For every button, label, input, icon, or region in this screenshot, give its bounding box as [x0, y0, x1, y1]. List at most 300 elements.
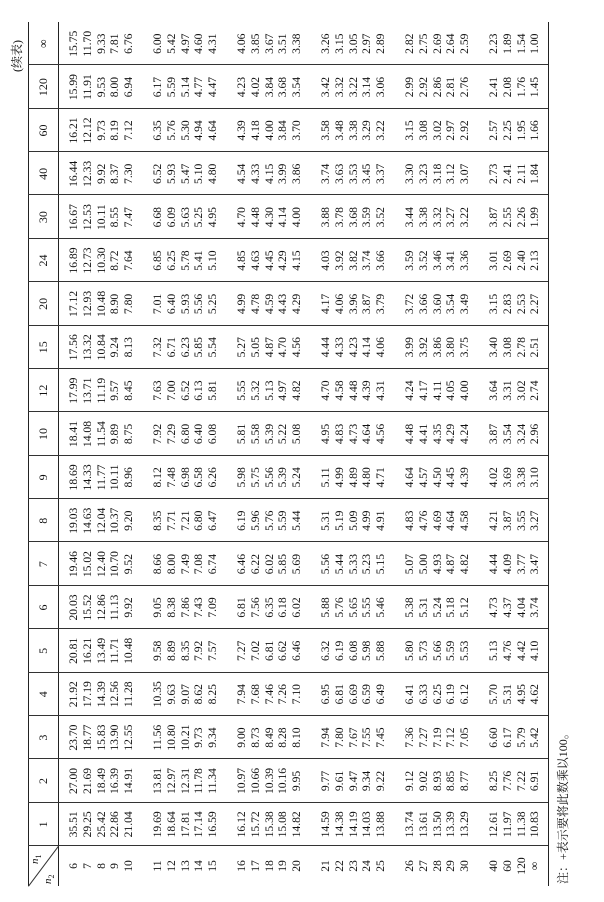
row-label: 60	[500, 860, 514, 872]
table-cell: 4.95	[319, 423, 332, 445]
row-label: 18	[262, 860, 276, 872]
table-cell: 27.00	[67, 767, 80, 795]
table-cell: 12.40	[94, 551, 108, 578]
table-cell: 3.52	[416, 250, 430, 271]
table-cell: 4.23	[235, 76, 248, 98]
table-cell: 3.10	[528, 467, 542, 488]
table-cell: 7.92	[151, 423, 164, 445]
table-cell: 3.59	[403, 250, 416, 271]
table-cell: 2.23	[487, 33, 500, 54]
table-cell: 6.52	[151, 163, 164, 184]
table-cell: 3.05	[346, 33, 360, 54]
row-label: 20	[290, 860, 304, 872]
table-cell: 14.82	[290, 811, 304, 838]
table-cell: 3.36	[458, 250, 472, 271]
table-cell: 3.84	[262, 76, 276, 98]
table-cell: 11.56	[151, 724, 164, 751]
value-cell-stack	[67, 282, 136, 325]
row-label: 12	[164, 860, 178, 872]
value-cell-stack	[151, 673, 220, 716]
table-cell: 3.41	[444, 250, 458, 271]
table-cell: 5.05	[248, 337, 262, 358]
column-header: 120	[36, 78, 50, 97]
table-cell: 6.98	[178, 467, 192, 488]
table-cell: 4.30	[262, 207, 276, 228]
value-cell-stack	[67, 759, 136, 802]
table-cell: 4.80	[206, 163, 220, 184]
table-cell: 12.56	[108, 681, 122, 708]
table-cell: 6.46	[290, 640, 304, 661]
value-cell-stack	[487, 195, 542, 238]
table-cell: 3.12	[444, 163, 458, 184]
table-cell: 4.44	[319, 337, 332, 358]
value-cell-stack	[319, 369, 388, 412]
table-cell: 3.67	[262, 33, 276, 54]
table-cell: 5.10	[206, 250, 220, 271]
table-cell: 7.64	[122, 250, 136, 271]
table-cell: 3.87	[487, 207, 500, 228]
table-cell: 17.56	[67, 334, 80, 361]
table-cell: 15.52	[80, 594, 94, 621]
table-cell: 5.46	[374, 597, 388, 618]
table-cell: 18.41	[67, 420, 80, 448]
table-cell: 9.12	[403, 770, 416, 792]
table-cell: 16.21	[67, 117, 80, 144]
row-label: 17	[248, 860, 262, 872]
table-cell: 3.77	[514, 553, 528, 575]
row-label: 10	[122, 860, 136, 872]
table-cell: 5.56	[262, 467, 276, 488]
table-cell: 15.75	[67, 30, 80, 57]
table-cell: 8.10	[290, 727, 304, 748]
table-cell: 5.78	[178, 250, 192, 271]
value-cell-stack	[151, 803, 220, 846]
value-cell-stack	[403, 195, 472, 238]
table-cell: 17.14	[192, 811, 206, 838]
table-cell: 6.08	[206, 423, 220, 445]
table-cell: 6.94	[122, 76, 136, 98]
row-label: 7	[80, 863, 94, 869]
table-cell: 5.65	[346, 597, 360, 618]
table-cell: 2.69	[500, 250, 514, 271]
value-cell-stack	[403, 759, 472, 802]
value-cell-stack	[151, 109, 220, 152]
table-cell: 2.25	[500, 120, 514, 141]
table-cell: 2.83	[500, 293, 514, 315]
row-label: 9	[108, 863, 122, 869]
table-cell: 4.63	[248, 250, 262, 271]
table-cell: 3.24	[514, 423, 528, 445]
table-cell: 6.23	[178, 337, 192, 358]
table-cell: 6.41	[403, 684, 416, 705]
table-cell: 4.64	[360, 423, 374, 445]
table-cell: 6.95	[319, 684, 332, 705]
value-cell-stack	[235, 239, 304, 282]
table-cell: 4.93	[430, 553, 444, 575]
table-cell: 5.79	[514, 727, 528, 748]
table-cell: 5.39	[276, 467, 290, 488]
table-cell: 4.87	[262, 337, 276, 358]
table-cell: 4.09	[500, 553, 514, 575]
table-cell: 5.07	[403, 553, 416, 575]
table-cell: 6.33	[416, 684, 430, 705]
table-cell: 3.15	[487, 293, 500, 315]
table-cell: 4.15	[262, 163, 276, 184]
table-cell: 21.69	[80, 767, 94, 795]
table-cell: 6.19	[332, 640, 346, 661]
row-label: 14	[192, 860, 206, 872]
table-cell: 3.85	[248, 33, 262, 54]
table-cell: 6.09	[164, 207, 178, 228]
table-cell: 4.56	[374, 423, 388, 445]
table-cell: 3.52	[374, 207, 388, 228]
table-cell: 5.58	[248, 423, 262, 445]
table-cell: 4.78	[248, 293, 262, 315]
value-cell-stack	[235, 326, 304, 369]
table-cell: 5.54	[206, 337, 220, 358]
value-cell-stack	[67, 152, 136, 195]
table-cell: 3.51	[276, 33, 290, 54]
table-cell: 15.38	[262, 811, 276, 838]
table-cell: 23.70	[67, 724, 80, 751]
table-cell: 10.97	[235, 767, 248, 795]
value-cell-stack	[235, 456, 304, 499]
value-cell-stack	[319, 239, 388, 282]
table-cell: 19.46	[67, 551, 80, 578]
table-cell: 7.57	[206, 640, 220, 661]
table-cell: 3.86	[430, 337, 444, 358]
table-cell: 6.35	[151, 120, 164, 141]
value-cell-stack	[487, 586, 542, 629]
table-cell: 4.17	[319, 293, 332, 315]
table-cell: 3.99	[403, 337, 416, 358]
table-cell: 14.63	[80, 507, 94, 534]
column-header: 24	[36, 254, 50, 267]
row-label: 27	[416, 860, 430, 872]
table-cell: 5.47	[178, 163, 192, 184]
table-cell: 4.95	[206, 207, 220, 228]
table-cell: 6.19	[235, 510, 248, 531]
table-footnote: 注：+表示要将此数乘以100。	[556, 727, 571, 884]
table-cell: 5.69	[290, 553, 304, 575]
table-cell: 5.11	[319, 467, 332, 488]
continued-label: (续表)	[10, 40, 24, 72]
value-cell-stack	[487, 282, 542, 325]
table-cell: 1.76	[514, 76, 528, 98]
table-cell: 3.87	[487, 423, 500, 445]
table-cell: 7.43	[192, 597, 206, 618]
table-cell: 16.12	[235, 811, 248, 838]
table-cell: 3.26	[319, 33, 332, 54]
table-cell: 12.61	[487, 811, 500, 838]
table-cell: 4.71	[374, 467, 388, 488]
table-cell: 16.44	[67, 160, 80, 187]
table-cell: 4.18	[248, 120, 262, 141]
table-cell: 2.11	[514, 163, 528, 184]
row-label-group	[151, 846, 220, 886]
table-cell: 9.22	[374, 770, 388, 792]
table-cell: 3.92	[332, 250, 346, 271]
table-cell: 3.15	[332, 33, 346, 54]
table-cell: 6.25	[430, 684, 444, 705]
table-cell: 4.80	[360, 467, 374, 488]
value-cell-stack	[403, 239, 472, 282]
table-cell: 10.48	[94, 290, 108, 317]
table-cell: 2.92	[416, 76, 430, 98]
value-cell-stack	[67, 803, 136, 846]
table-cell: 5.10	[192, 163, 206, 184]
value-cell-stack	[151, 412, 220, 455]
table-cell: 7.19	[430, 727, 444, 748]
table-cell: 11.34	[206, 768, 220, 794]
table-cell: 10.30	[94, 247, 108, 274]
table-cell: 3.55	[514, 510, 528, 531]
value-cell-stack	[67, 629, 136, 672]
column-header: 20	[36, 297, 50, 310]
table-cell: 7.12	[444, 727, 458, 748]
table-cell: 21.92	[67, 681, 80, 708]
table-cell: 7.27	[416, 727, 430, 748]
row-label: 25	[374, 860, 388, 872]
table-cell: 13.71	[80, 377, 94, 404]
value-cell-stack	[67, 542, 136, 585]
table-cell: 15.83	[94, 724, 108, 751]
value-cell-stack	[319, 716, 388, 759]
table-cell: 4.95	[514, 684, 528, 705]
table-cell: 8.93	[430, 770, 444, 792]
table-cell: 1.89	[500, 33, 514, 54]
table-cell: 8.19	[108, 120, 122, 141]
table-cell: 3.15	[403, 120, 416, 141]
table-cell: 5.75	[248, 467, 262, 488]
table-cell: 5.33	[346, 553, 360, 575]
table-cell: 16.67	[67, 204, 80, 231]
table-cell: 15.99	[67, 74, 80, 101]
table-cell: 4.31	[374, 380, 388, 401]
value-cell-stack	[151, 716, 220, 759]
table-cell: 17.12	[67, 290, 80, 317]
table-cell: 3.01	[487, 250, 500, 271]
table-cell: 8.00	[164, 553, 178, 575]
table-cell: 10.11	[94, 204, 108, 230]
table-cell: 11.28	[122, 681, 136, 708]
table-cell: 19.03	[67, 507, 80, 534]
table-cell: 3.87	[500, 510, 514, 531]
table-cell: 3.48	[332, 120, 346, 141]
value-cell-stack	[319, 673, 388, 716]
table-cell: 3.07	[458, 163, 472, 184]
table-cell: 3.99	[276, 163, 290, 184]
row-label-group	[403, 846, 472, 886]
value-cell-stack	[67, 716, 136, 759]
value-cell-stack	[151, 586, 220, 629]
column-header: 15	[36, 341, 50, 354]
value-cell-stack	[403, 542, 472, 585]
table-cell: 6.47	[206, 510, 220, 531]
value-cell-stack	[67, 326, 136, 369]
table-cell: 4.29	[444, 423, 458, 445]
table-cell: 4.35	[430, 423, 444, 445]
table-cell: 3.53	[346, 163, 360, 184]
table-cell: 4.77	[192, 76, 206, 98]
table-cell: 13.74	[403, 811, 416, 838]
table-cell: 6.62	[276, 640, 290, 661]
table-cell: 10.66	[248, 767, 262, 795]
value-cell-stack	[487, 456, 542, 499]
table-cell: 4.85	[235, 250, 248, 271]
value-cell-stack	[151, 759, 220, 802]
table-cell: 6.46	[235, 553, 248, 575]
table-cell: 13.81	[151, 767, 164, 795]
value-cell-stack	[403, 152, 472, 195]
table-cell: 2.59	[458, 33, 472, 54]
value-cell-stack	[235, 759, 304, 802]
table-cell: 4.45	[262, 250, 276, 271]
table-cell: 4.54	[235, 163, 248, 184]
table-cell: 9.57	[108, 380, 122, 401]
table-cell: 5.76	[332, 597, 346, 618]
table-cell: 13.39	[444, 811, 458, 838]
table-cell: 2.08	[500, 76, 514, 98]
table-cell: 3.66	[374, 250, 388, 271]
table-cell: 6.81	[262, 640, 276, 661]
table-cell: 3.18	[430, 163, 444, 184]
table-cell: 4.37	[500, 597, 514, 618]
table-cell: 4.50	[430, 467, 444, 488]
table-cell: 6.85	[151, 250, 164, 271]
table-cell: 5.22	[276, 423, 290, 445]
value-cell-stack	[487, 152, 542, 195]
column-header: 30	[36, 211, 50, 224]
row-label: 26	[403, 860, 416, 872]
table-cell: 13.32	[80, 334, 94, 361]
table-cell: 7.12	[122, 120, 136, 141]
table-cell: 8.13	[122, 337, 136, 358]
table-cell: 3.02	[430, 120, 444, 141]
table-cell: 1.45	[528, 76, 542, 98]
value-cell-stack	[235, 282, 304, 325]
table-cell: 13.88	[374, 811, 388, 838]
table-cell: 3.87	[360, 293, 374, 315]
table-cell: 12.04	[94, 507, 108, 534]
table-cell: 4.24	[403, 380, 416, 401]
column-header: 40	[36, 167, 50, 180]
table-cell: 12.33	[80, 160, 94, 187]
value-cell-stack	[403, 629, 472, 672]
table-cell: 10.16	[276, 767, 290, 795]
table-cell: 5.12	[458, 597, 472, 618]
value-cell-stack	[487, 499, 542, 542]
table-cell: 1.95	[514, 120, 528, 141]
table-cell: 7.94	[235, 684, 248, 705]
value-cell-stack	[403, 282, 472, 325]
table-cell: 2.73	[487, 163, 500, 184]
column-header: 10	[36, 428, 50, 441]
table-cell: 11.71	[108, 638, 122, 664]
value-cell-stack	[151, 65, 220, 108]
table-cell: 11.19	[94, 377, 108, 404]
table-cell: 4.04	[514, 597, 528, 618]
table-cell: 7.92	[192, 640, 206, 661]
table-cell: 4.33	[332, 337, 346, 358]
row-label: 29	[444, 860, 458, 872]
table-cell: 2.53	[514, 293, 528, 315]
table-cell: 3.49	[458, 293, 472, 315]
table-cell: 18.64	[164, 811, 178, 838]
table-cell: 3.30	[403, 163, 416, 184]
table-cell: 2.64	[444, 33, 458, 54]
table-cell: 5.85	[276, 553, 290, 575]
table-cell: 7.21	[178, 510, 192, 531]
table-cell: 2.51	[528, 337, 542, 358]
value-cell-stack	[235, 152, 304, 195]
value-cell-stack	[235, 586, 304, 629]
table-cell: 4.33	[248, 163, 262, 184]
table-cell: 7.76	[500, 770, 514, 792]
table-cell: 5.13	[487, 640, 500, 661]
table-cell: 3.70	[290, 120, 304, 141]
table-cell: 6.91	[528, 770, 542, 792]
table-cell: 10.84	[94, 334, 108, 361]
table-cell: 14.19	[346, 811, 360, 838]
table-cell: 5.41	[192, 250, 206, 271]
table-cell: 4.42	[514, 640, 528, 661]
table-cell: 4.59	[262, 293, 276, 315]
table-cell: 4.70	[276, 337, 290, 358]
table-cell: 8.66	[151, 553, 164, 575]
table-cell: 2.96	[528, 423, 542, 445]
table-cell: 9.73	[94, 120, 108, 141]
table-cell: 11.77	[94, 464, 108, 491]
table-cell: 5.55	[360, 597, 374, 618]
table-cell: 3.92	[416, 337, 430, 358]
table-cell: 11.97	[500, 811, 514, 838]
table-cell: 4.58	[458, 510, 472, 531]
value-cell-stack	[235, 542, 304, 585]
value-cell-stack	[235, 499, 304, 542]
table-cell: 6.17	[500, 727, 514, 748]
table-cell: 6.02	[290, 597, 304, 618]
table-cell: 5.70	[487, 684, 500, 705]
table-cell: 5.55	[235, 380, 248, 401]
table-cell: 17.99	[67, 377, 80, 404]
table-cell: 6.26	[206, 467, 220, 488]
table-cell: 6.80	[178, 423, 192, 445]
value-cell-stack	[235, 412, 304, 455]
table-cell: 6.74	[206, 553, 220, 575]
table-cell: 2.92	[458, 120, 472, 141]
table-cell: 6.00	[151, 33, 164, 54]
table-cell: 3.44	[403, 207, 416, 228]
table-cell: 7.27	[235, 640, 248, 661]
table-cell: 4.02	[248, 76, 262, 98]
value-cell-stack	[67, 195, 136, 238]
row-label-group	[319, 846, 388, 886]
value-cell-stack	[487, 759, 542, 802]
table-cell: 5.93	[164, 163, 178, 184]
row-label: ∞	[528, 861, 542, 871]
table-cell: 12.31	[178, 767, 192, 795]
value-cell-stack	[487, 326, 542, 369]
column-header: 60	[36, 124, 50, 137]
table-cell: 5.09	[346, 510, 360, 531]
value-cell-stack	[403, 716, 472, 759]
table-cell: 20.03	[67, 594, 80, 621]
table-cell: 12.73	[80, 247, 94, 274]
row-label: 120	[514, 857, 528, 875]
value-cell-stack	[67, 369, 136, 412]
value-cell-stack	[403, 586, 472, 629]
